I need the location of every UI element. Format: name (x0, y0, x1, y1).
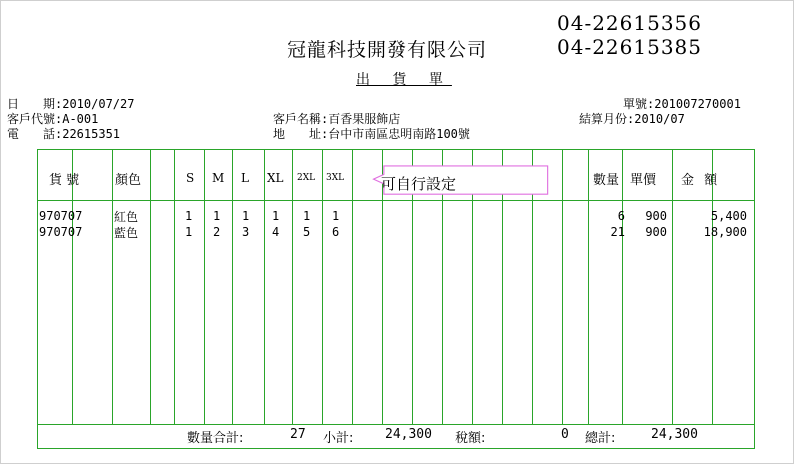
col-header-color: 顏色 (115, 173, 142, 188)
col-line (72, 150, 73, 424)
cell-color: 紅色 (114, 210, 139, 224)
cell-color: 藍色 (114, 226, 139, 240)
company-phone-1: 04-22615356 (557, 11, 703, 35)
col-header-unit-price: 單價 (630, 173, 657, 188)
cell-unit-price: 900 (645, 225, 667, 239)
tax-label: 稅額: (455, 431, 486, 446)
col-line (232, 150, 233, 424)
cell-s: 1 (185, 209, 193, 223)
cell-2xl: 5 (303, 225, 311, 239)
col-header-amount: 金 額 (681, 173, 718, 188)
col-line (264, 150, 265, 424)
col-line (204, 150, 205, 424)
cell-s: 1 (185, 225, 193, 239)
settle-month-label: 結算月份: (579, 112, 635, 126)
cell-xl: 4 (272, 225, 280, 239)
address-line (273, 125, 470, 142)
col-line (174, 150, 175, 424)
col-line (754, 150, 755, 424)
qty-total-value: 27 (290, 427, 306, 442)
cell-amount: 18,900 (703, 225, 747, 239)
tax-value: 0 (561, 427, 569, 442)
order-no-value: 201007270001 (654, 97, 741, 111)
col-header-l: L (241, 171, 249, 185)
col-line (150, 150, 151, 424)
col-line (352, 150, 353, 424)
col-header-s: S (186, 171, 195, 185)
subtotal-label: 小計: (323, 431, 354, 446)
address-label: 地 址: (273, 127, 329, 141)
cell-3xl: 1 (332, 209, 340, 223)
order-no-label: 單號: (623, 97, 655, 111)
cell-2xl: 1 (303, 209, 311, 223)
col-line (562, 150, 563, 424)
cell-unit-price: 900 (645, 209, 667, 223)
customer-name-label: 客戶名稱: (273, 112, 329, 126)
cell-l: 1 (242, 209, 250, 223)
cell-m: 1 (213, 209, 221, 223)
header-divider (38, 200, 754, 201)
col-line (292, 150, 293, 424)
col-header-2xl: 2XL (297, 173, 316, 183)
subtotal-value: 24,300 (385, 427, 432, 442)
grand-total-label: 總計: (585, 431, 616, 446)
customer-name-value: 百香果服飾店 (328, 112, 401, 126)
company-name: 冠龍科技開發有限公司 (287, 39, 488, 61)
qty-total-label: 數量合計: (187, 431, 244, 446)
date-label: 日 期: (7, 97, 63, 111)
cell-item-no: 970707 (39, 225, 83, 239)
cell-m: 2 (213, 225, 221, 239)
company-phone-2: 04-22615385 (557, 35, 703, 59)
settle-month-line (579, 110, 685, 127)
callout-text: 可自行設定 (381, 175, 457, 193)
settle-month-value: 2010/07 (634, 112, 685, 126)
cell-3xl: 6 (332, 225, 340, 239)
phone-label: 電 話: (7, 127, 63, 141)
grand-total-value: 24,300 (651, 427, 698, 442)
cell-xl: 1 (272, 209, 280, 223)
cell-qty: 21 (610, 225, 625, 239)
col-header-item-no: 貨 號 (49, 173, 80, 188)
document-title: 出 貨 單 (356, 72, 452, 88)
col-line (112, 150, 113, 424)
address-value: 台中市南區忠明南路100號 (328, 127, 470, 141)
date-value: 2010/07/27 (62, 97, 135, 111)
col-line (322, 150, 323, 424)
cell-item-no: 970707 (39, 209, 83, 223)
cell-amount: 5,400 (710, 209, 747, 223)
customer-code-label: 客戶代號: (7, 112, 63, 126)
totals-divider (38, 424, 754, 425)
col-header-m: M (212, 171, 225, 185)
col-header-3xl: 3XL (326, 173, 345, 183)
col-header-xl: XL (267, 171, 284, 185)
customer-code-value: A-001 (62, 112, 99, 126)
cell-l: 3 (242, 225, 250, 239)
phone-value: 22615351 (62, 127, 121, 141)
col-line (712, 150, 713, 424)
col-line (672, 150, 673, 424)
col-line (622, 150, 623, 424)
phone-line (7, 125, 120, 142)
col-line (588, 150, 589, 424)
cell-qty: 6 (617, 209, 625, 223)
col-header-qty: 數量 (593, 173, 620, 188)
